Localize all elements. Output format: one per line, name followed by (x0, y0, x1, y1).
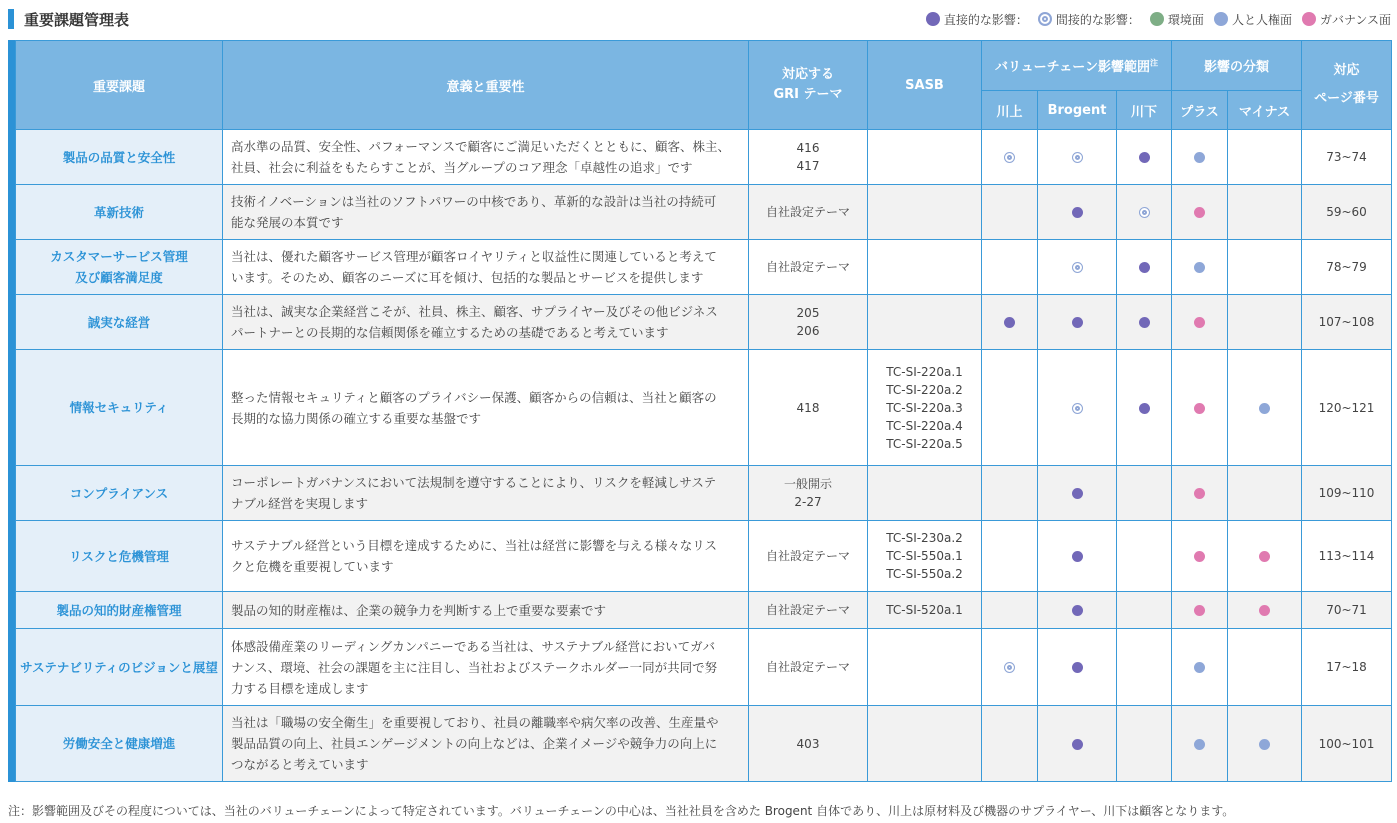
legend-item-human-rights (1214, 11, 1292, 28)
minus-cell (1228, 185, 1302, 240)
minus-cell (1228, 592, 1302, 629)
brogent-cell (1038, 592, 1117, 629)
minus-cell (1228, 240, 1302, 295)
gri-item: 416 (796, 141, 820, 155)
significance-line: 当社は、優れた顧客サービス管理が顧客ロイヤリティと収益性に関連していると考えて (231, 249, 717, 264)
gri-item: 205 (796, 306, 820, 320)
issue-name-line: リスクと危機管理 (69, 548, 169, 564)
significance-cell (223, 240, 749, 295)
significance-cell (223, 706, 749, 782)
significance-line: パートナーとの長期的な信頼関係を確立するための基礎であると考えています (231, 325, 669, 340)
governance-icon (1194, 551, 1205, 562)
gri-item: 206 (796, 324, 820, 338)
indirect-impact-icon (1072, 152, 1083, 163)
sasb-code: TC-SI-220a.4 (886, 418, 963, 433)
issue-cell (16, 592, 223, 629)
legend-item-direct (926, 11, 1028, 28)
header-downstream: 川下 (1117, 91, 1172, 130)
sasb-code: TC-SI-220a.5 (886, 436, 963, 451)
upstream-cell (982, 350, 1038, 466)
sasb-cell (868, 466, 982, 521)
downstream-cell (1117, 185, 1172, 240)
significance-line: ナブル経営を実現します (231, 496, 369, 511)
gri-cell (749, 240, 868, 295)
legend-item-indirect (1038, 11, 1140, 28)
issue-name-line: 労働安全と健康増進 (62, 736, 176, 751)
header-sasb: SASB (868, 41, 982, 130)
sasb-cell (868, 706, 982, 782)
page-number-cell: 109~110 (1302, 466, 1392, 521)
upstream-cell (982, 592, 1038, 629)
plus-cell (1172, 521, 1228, 592)
governance-icon (1194, 317, 1205, 328)
direct-impact-icon (1139, 262, 1150, 273)
legend-label: 環境面 (1167, 12, 1204, 27)
page-title: 重要課題管理表 (24, 10, 130, 29)
upstream-cell (982, 706, 1038, 782)
table-body (16, 130, 1392, 782)
significance-cell (223, 350, 749, 466)
legend-label: 人と人権面 (1231, 12, 1292, 27)
issue-cell (16, 350, 223, 466)
minus-cell (1228, 466, 1302, 521)
gri-cell (749, 295, 868, 350)
plus-cell (1172, 130, 1228, 185)
direct-impact-icon (1072, 317, 1083, 328)
gri-item: 418 (796, 400, 820, 415)
header-brogent: Brogent (1038, 91, 1117, 130)
direct-impact-icon (1072, 662, 1083, 673)
direct-impact-icon (1139, 152, 1150, 163)
direct-impact-icon (1072, 207, 1083, 218)
issue-name-line: 製品の知的財産権管理 (56, 602, 182, 618)
plus-cell (1172, 466, 1228, 521)
indirect-impact-icon (1004, 662, 1015, 673)
materiality-table (15, 40, 1392, 782)
header-gri (749, 41, 868, 130)
header-value-chain (982, 41, 1172, 91)
downstream-cell (1117, 592, 1172, 629)
significance-line: ナンス、環境、社会の課題を主に注目し、当社およびステークホルダー一同が共同で努 (231, 659, 718, 675)
upstream-cell (982, 240, 1038, 295)
table-row (16, 295, 1392, 350)
significance-cell (223, 185, 749, 240)
gri-item: 一般開示 (783, 477, 832, 491)
header-page-line2: ページ番号 (1314, 91, 1379, 106)
sasb-cell (868, 629, 982, 706)
issue-name-line: 情報セキュリティ (69, 400, 169, 415)
table-row (16, 466, 1392, 521)
gri-cell (749, 592, 868, 629)
plus-cell (1172, 185, 1228, 240)
brogent-cell (1038, 706, 1117, 782)
plus-cell (1172, 240, 1228, 295)
significance-line: 当社は、誠実な企業経営こそが、社員、株主、顧客、サプライヤー及びその他ビジネス (231, 304, 718, 319)
brogent-cell (1038, 350, 1117, 466)
table-row (16, 350, 1392, 466)
sasb-code: TC-SI-230a.2 (886, 531, 963, 545)
plus-cell (1172, 592, 1228, 629)
human-rights-icon (1214, 12, 1228, 26)
significance-line: 長期的な協力関係の確立する重要な基盤です (231, 410, 482, 426)
plus-cell (1172, 706, 1228, 782)
indirect-impact-icon (1072, 262, 1083, 273)
significance-line: 体感設備産業のリーディングカンパニーである当社は、サステナブル経営においてガバ (231, 638, 716, 654)
significance-cell (223, 466, 749, 521)
issue-cell (16, 629, 223, 706)
gri-cell (749, 629, 868, 706)
issue-cell (16, 295, 223, 350)
sasb-code: TC-SI-520a.1 (886, 603, 963, 617)
significance-line: 製品品質の向上、社員エンゲージメントの向上などは、企業イメージや競争力の向上に (231, 736, 718, 751)
significance-cell (223, 592, 749, 629)
sasb-code: TC-SI-550a.1 (886, 549, 963, 563)
brogent-cell (1038, 521, 1117, 592)
direct-impact-icon (1072, 551, 1083, 562)
legend-item-environment (1150, 11, 1204, 28)
downstream-cell (1117, 350, 1172, 466)
issue-name-line: コンプライアンス (69, 485, 169, 501)
brogent-cell (1038, 240, 1117, 295)
governance-icon (1194, 207, 1205, 218)
issue-cell (16, 130, 223, 185)
page-number-cell: 120~121 (1302, 350, 1392, 466)
table-row (16, 130, 1392, 185)
table-row (16, 521, 1392, 592)
indirect-impact-icon (1072, 403, 1083, 414)
sasb-code: TC-SI-220a.2 (886, 382, 963, 397)
sasb-cell (868, 592, 982, 629)
downstream-cell (1117, 629, 1172, 706)
gri-cell (749, 521, 868, 592)
page-number-cell: 78~79 (1302, 240, 1392, 295)
indirect-impact-icon (1038, 12, 1052, 26)
gri-item: 自社設定テーマ (765, 603, 850, 617)
gri-cell (749, 706, 868, 782)
sasb-code: TC-SI-220a.3 (886, 400, 963, 415)
page-number-cell: 17~18 (1302, 629, 1392, 706)
downstream-cell (1117, 130, 1172, 185)
governance-icon (1302, 12, 1316, 26)
significance-line: クと危機を重要視しています (231, 559, 394, 574)
direct-impact-icon (926, 12, 940, 26)
header-gri-line1: 対応する (781, 67, 834, 82)
upstream-cell (982, 130, 1038, 185)
sasb-cell (868, 240, 982, 295)
issue-cell (16, 466, 223, 521)
header-classification: 影響の分類 (1172, 41, 1302, 91)
gri-cell (749, 466, 868, 521)
legend-label: 間接的な影響： (1055, 12, 1140, 27)
legend (916, 9, 1391, 29)
header-issue: 重要課題 (16, 41, 223, 130)
significance-line: つながると考えています (231, 757, 369, 772)
page-number-cell: 73~74 (1302, 130, 1392, 185)
significance-line: 当社は「職場の安全衛生」を重要視しており、社員の離職率や病欠率の改善、生産量や (231, 715, 719, 730)
issue-cell (16, 521, 223, 592)
significance-cell (223, 629, 749, 706)
brogent-cell (1038, 295, 1117, 350)
significance-line: 社員、社会に利益をもたらすことが、当グループのコア理念「卓越性の追求」です (231, 160, 693, 175)
footnote: 注：影響範囲及びその程度については、当社のバリューチェーンによって特定されています。バリューチェーンの中心は、当社社員を含めた Brogent 自体であり、川上は原材料及び機器のサプライヤー、川下は顧客となります。 (8, 804, 1235, 818)
direct-impact-icon (1139, 317, 1150, 328)
issue-name-line: サステナビリティのビジョンと展望 (20, 659, 218, 675)
significance-line: 技術イノベーションは当社のソフトパワーの中核であり、革新的な設計は当社の持続可 (231, 194, 717, 209)
significance-line: コーポレートガバナンスにおいて法規制を遵守することにより、リスクを軽減しサステ (231, 475, 717, 490)
gri-item: 自社設定テーマ (765, 660, 850, 674)
sasb-cell (868, 185, 982, 240)
significance-line: います。そのため、顧客のニーズに耳を傾け、包括的な製品とサービスを提供します (231, 270, 704, 285)
governance-icon (1194, 488, 1205, 499)
header-plus: プラス (1172, 91, 1228, 130)
human-rights-icon (1259, 739, 1270, 750)
title-accent-bar (8, 9, 14, 29)
upstream-cell (982, 295, 1038, 350)
minus-cell (1228, 629, 1302, 706)
table-row (16, 592, 1392, 629)
gri-item: 417 (796, 159, 820, 173)
significance-line: サステナブル経営という目標を達成するために、当社は経営に影響を与える様々なリス (231, 538, 718, 553)
indirect-impact-icon (1139, 207, 1150, 218)
gri-item: 2-27 (794, 495, 822, 509)
sasb-cell (868, 130, 982, 185)
issue-cell (16, 706, 223, 782)
significance-cell (223, 521, 749, 592)
page-number-cell: 59~60 (1302, 185, 1392, 240)
sasb-cell (868, 350, 982, 466)
header-bar (0, 0, 1397, 38)
brogent-cell (1038, 130, 1117, 185)
table-row (16, 629, 1392, 706)
materiality-table-container (8, 40, 1391, 782)
minus-cell (1228, 521, 1302, 592)
gri-item: 自社設定テーマ (765, 205, 850, 219)
sasb-cell (868, 521, 982, 592)
governance-icon (1194, 403, 1205, 414)
downstream-cell (1117, 240, 1172, 295)
significance-cell (223, 130, 749, 185)
gri-item: 403 (796, 736, 820, 751)
sasb-code: TC-SI-550a.2 (886, 567, 963, 581)
page-number-cell: 100~101 (1302, 706, 1392, 782)
issue-name-line: カスタマーサービス管理 (50, 249, 188, 264)
indirect-impact-icon (1004, 152, 1015, 163)
human-rights-icon (1194, 262, 1205, 273)
significance-line: 製品の知的財産権は、企業の競争力を判断する上で重要な要素です (231, 602, 607, 618)
gri-cell (749, 130, 868, 185)
direct-impact-icon (1072, 739, 1083, 750)
governance-icon (1259, 605, 1270, 616)
table-row (16, 706, 1392, 782)
gri-item: 自社設定テーマ (765, 260, 850, 274)
legend-item-governance (1302, 11, 1391, 28)
direct-impact-icon (1072, 605, 1083, 616)
header-page-line1: 対応 (1333, 63, 1360, 78)
issue-cell (16, 240, 223, 295)
legend-label: ガバナンス面 (1319, 12, 1391, 27)
plus-cell (1172, 350, 1228, 466)
human-rights-icon (1194, 739, 1205, 750)
header-minus: マイナス (1228, 91, 1302, 130)
table-row (16, 185, 1392, 240)
header-significance: 意義と重要性 (223, 41, 749, 130)
environment-icon (1150, 12, 1164, 26)
governance-icon (1259, 551, 1270, 562)
page-number-cell: 113~114 (1302, 521, 1392, 592)
governance-icon (1194, 605, 1205, 616)
issue-name-line: 革新技術 (93, 204, 144, 220)
direct-impact-icon (1072, 488, 1083, 499)
downstream-cell (1117, 521, 1172, 592)
significance-line: 整った情報セキュリティと顧客のプライバシー保護、顧客からの信頼は、当社と顧客の (231, 389, 717, 405)
minus-cell (1228, 130, 1302, 185)
upstream-cell (982, 466, 1038, 521)
human-rights-icon (1194, 152, 1205, 163)
header-upstream: 川上 (982, 91, 1038, 130)
issue-cell (16, 185, 223, 240)
significance-line: 力する目標を達成します (231, 680, 369, 696)
upstream-cell (982, 185, 1038, 240)
plus-cell (1172, 295, 1228, 350)
gri-item: 自社設定テーマ (765, 549, 850, 563)
downstream-cell (1117, 706, 1172, 782)
issue-name-line: 誠実な経営 (87, 314, 151, 330)
gri-cell (749, 350, 868, 466)
legend-label: 直接的な影響： (943, 12, 1028, 27)
brogent-cell (1038, 629, 1117, 706)
significance-line: 高水準の品質、安全性、パフォーマンスで顧客にご満足いただくとともに、顧客、株主、 (231, 139, 731, 154)
minus-cell (1228, 295, 1302, 350)
downstream-cell (1117, 295, 1172, 350)
downstream-cell (1117, 466, 1172, 521)
upstream-cell (982, 521, 1038, 592)
title-group (8, 9, 129, 29)
table-row (16, 240, 1392, 295)
header-page (1302, 41, 1392, 130)
direct-impact-icon (1004, 317, 1015, 328)
header-value-chain-note: 注 (1149, 58, 1158, 68)
issue-name-line: 製品の品質と安全性 (62, 149, 176, 165)
sasb-cell (868, 295, 982, 350)
direct-impact-icon (1139, 403, 1150, 414)
page-number-cell: 107~108 (1302, 295, 1392, 350)
page-number-cell: 70~71 (1302, 592, 1392, 629)
minus-cell (1228, 706, 1302, 782)
header-gri-line2: GRI テーマ (773, 87, 843, 102)
brogent-cell (1038, 185, 1117, 240)
upstream-cell (982, 629, 1038, 706)
gri-cell (749, 185, 868, 240)
significance-cell (223, 295, 749, 350)
significance-line: 能な発展の本質です (231, 215, 344, 230)
human-rights-icon (1194, 662, 1205, 673)
issue-name-line: 及び顧客満足度 (75, 270, 163, 285)
brogent-cell (1038, 466, 1117, 521)
header-value-chain-label: バリューチェーン影響範囲 (995, 60, 1150, 75)
sasb-code: TC-SI-220a.1 (886, 364, 963, 379)
plus-cell (1172, 629, 1228, 706)
minus-cell (1228, 350, 1302, 466)
human-rights-icon (1259, 403, 1270, 414)
